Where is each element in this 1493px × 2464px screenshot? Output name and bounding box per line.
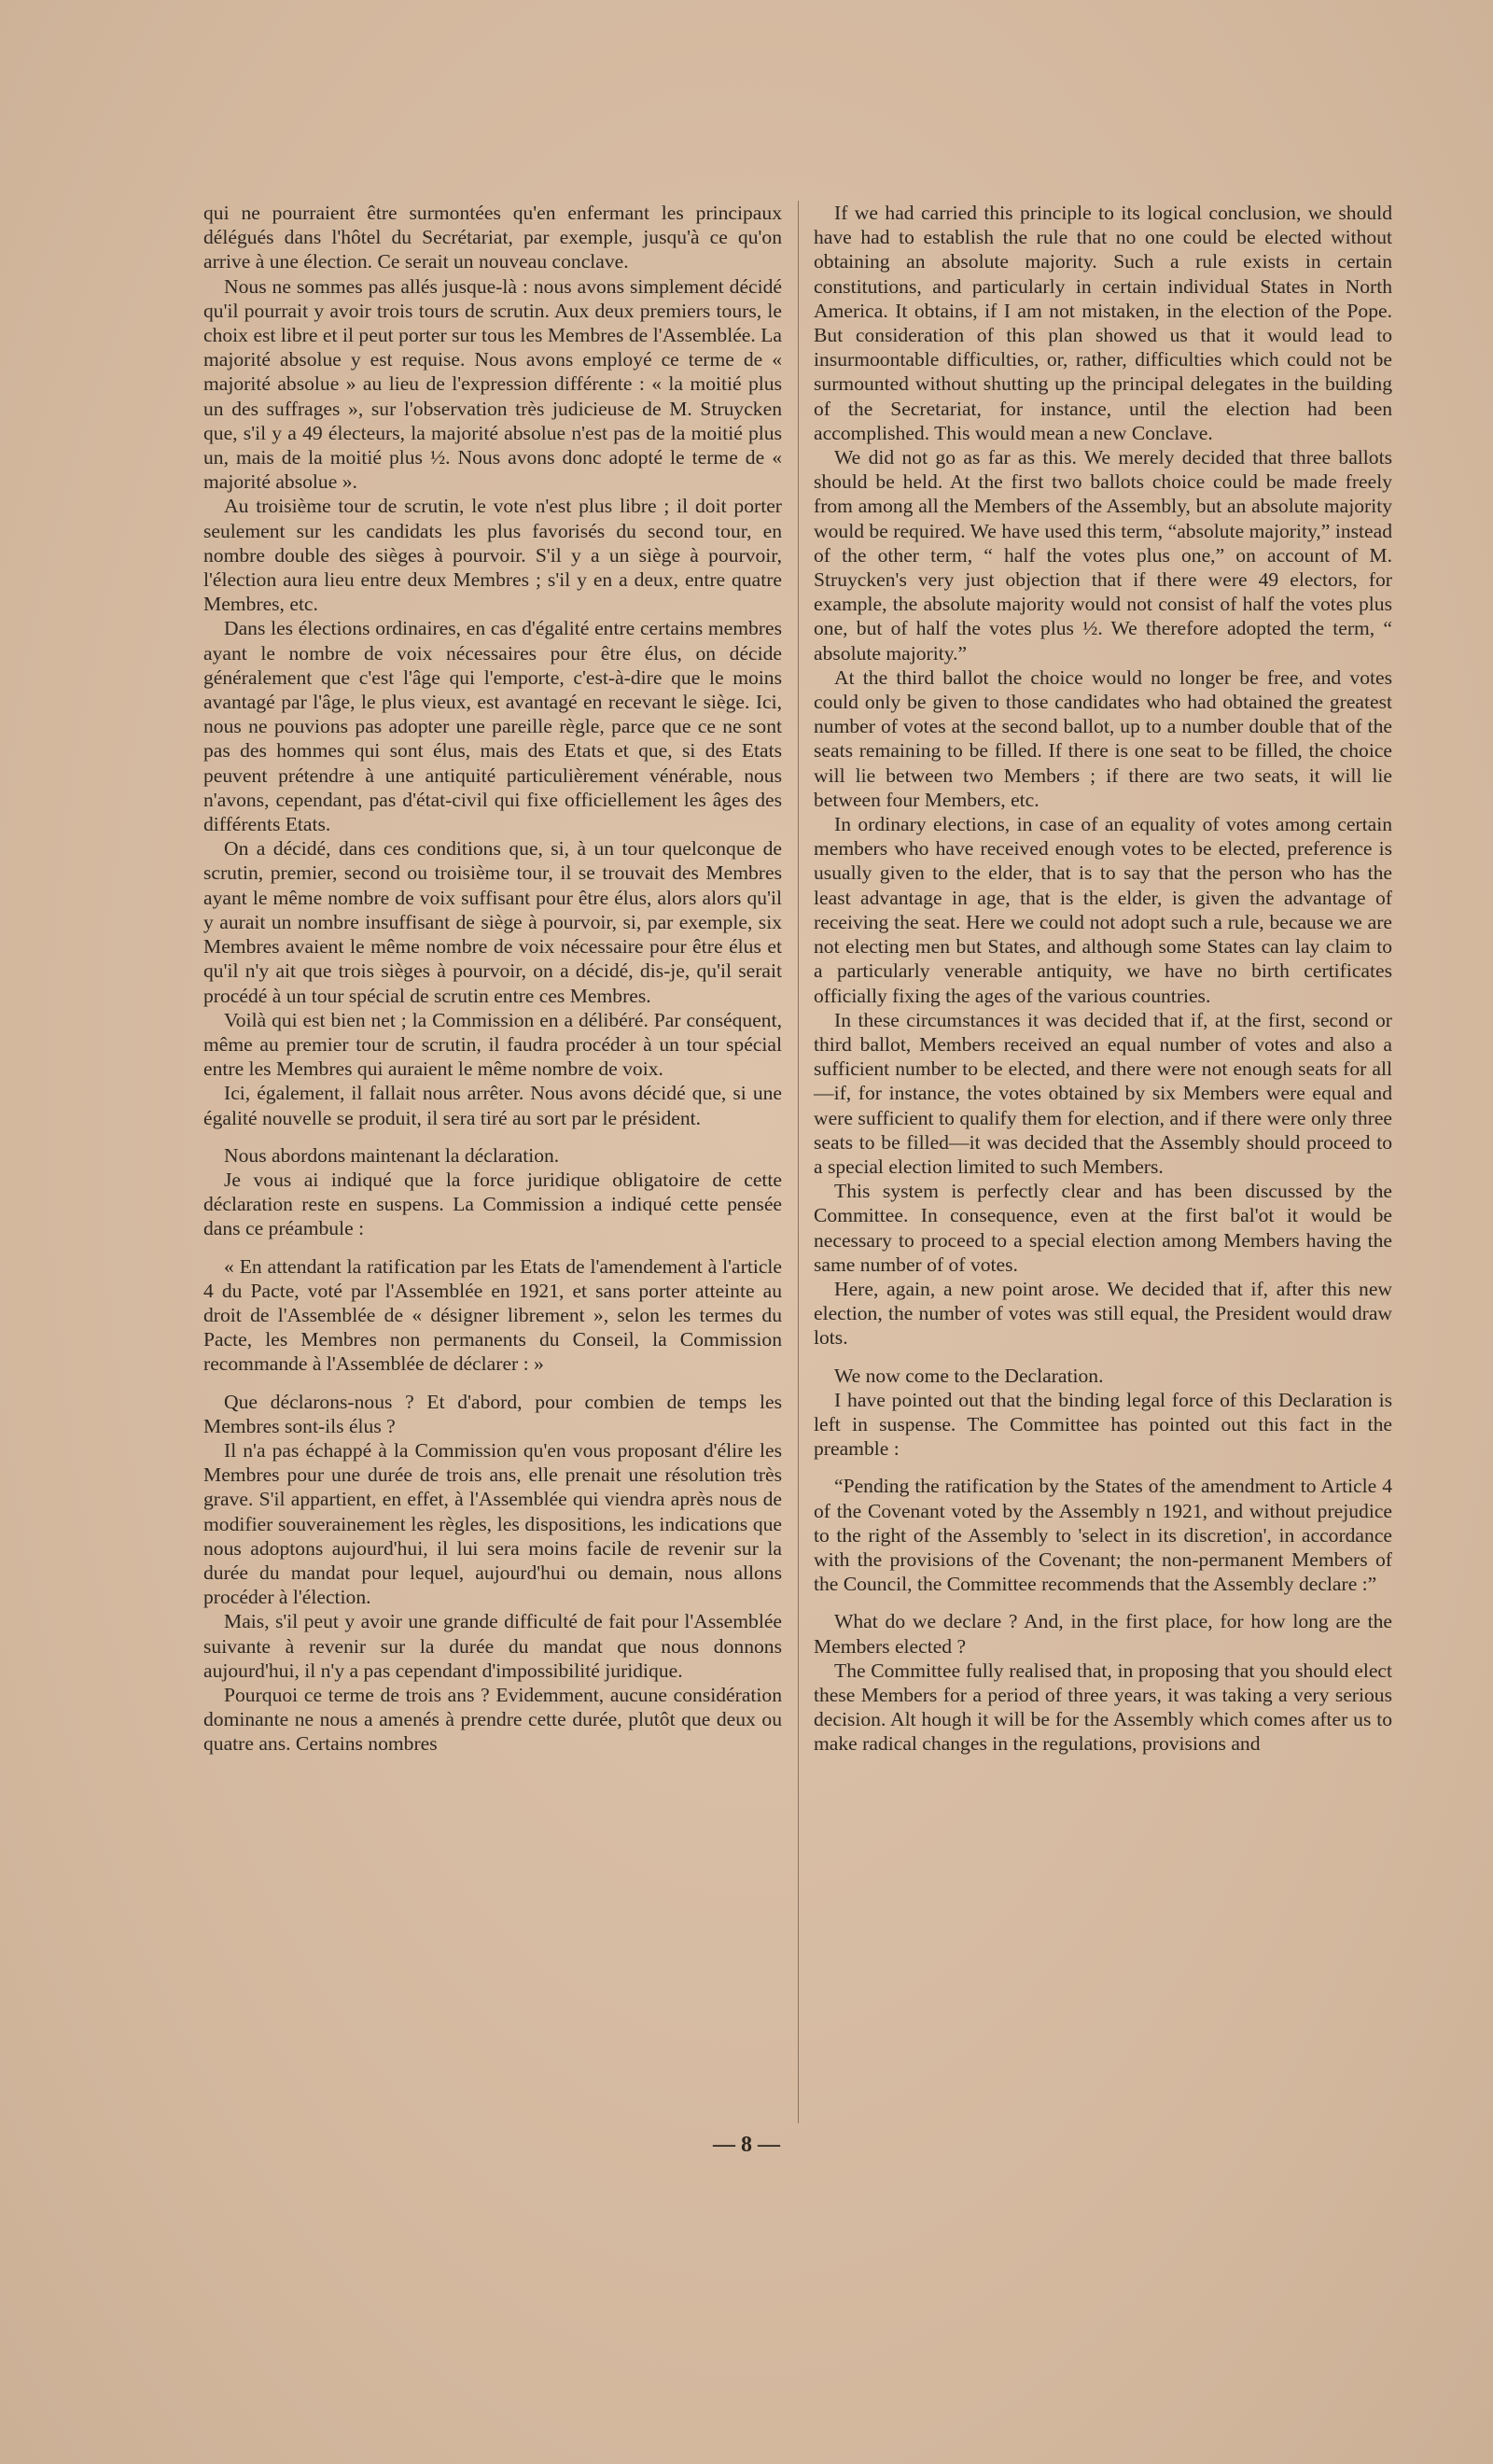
- paragraph: Ici, également, il fallait nous arrêter. Nous avons décidé que, si une égalité nouvelle se produit, il sera tiré au sort par le président.: [203, 1082, 782, 1129]
- paragraph: Mais, s'il peut y avoir une grande difficulté de fait pour l'Assemblée suivante à revenir sur la durée du mandat que nous donnons aujourd'hui, il n'y a pas cependant d'impossibilité juridique.: [203, 1610, 782, 1682]
- paragraph: I have pointed out that the binding legal force of this Declaration is left in suspense. The Committee has pointed out this fact in the preamble :: [814, 1388, 1392, 1461]
- paragraph: Il n'a pas échappé à la Commission qu'en vous proposant d'élire les Membres pour une durée de trois ans, elle prenait une résolution très grave. S'il appartient, en effet, à l'Assemblée qui viendra après nous de modifier souverainement les règles, les dispositions, les indications que nous adoptons aujourd'hui, il lui sera moins facile de revenir sur la durée du mandat pour lequel, aujourd'hui ou demain, nous allons procéder à l'élection.: [203, 1438, 782, 1609]
- paragraph: Pourquoi ce terme de trois ans ? Evidemment, aucune considération dominante ne nous a amenés à prendre cette durée, plutôt que deux ou quatre ans. Certains nombres: [203, 1683, 782, 1756]
- paragraph: Nous abordons maintenant la déclaration.: [224, 1143, 560, 1167]
- paragraph: What do we declare ? And, in the first place, for how long are the Members elected ?: [814, 1610, 1392, 1658]
- paragraph: On a décidé, dans ces conditions que, si, à un tour quelconque de scrutin, premier, second ou troisième tour, il se trouvait des Membres ayant le même nombre de voix suffisant pour être élus, alors alors qu'il y aurait un nombre insuffisant de siège à pourvoir, si, par exemple, six Membres avaient le même nombre de voix nécessaire pour être élus et qu'il n'y ait que trois sièges à pourvoir, on a décidé, dis-je, qu'il serait procédé à un tour spécial de scrutin entre ces Membres.: [203, 837, 782, 1007]
- preamble-quote: « En attendant la ratification par les Etats de l'amendement à l'article 4 du Pacte, voté par l'Assemblée en 1921, et sans porter atteinte au droit de l'Assemblée de « désigner librement », selon les termes du Pacte, les Membres non permanents du Conseil, la Commission recommande à l'Assemblée de déclarer : »: [203, 1254, 782, 1376]
- column-divider: [798, 201, 799, 2123]
- paragraph: Que déclarons-nous ? Et d'abord, pour combien de temps les Membres sont-ils élus ?: [203, 1390, 782, 1437]
- page-number: — 8 —: [713, 2133, 780, 2157]
- preamble-quote: “Pending the ratification by the States of the amendment to Article 4 of the Covenant voted by the Assembly n 1921, and without prejudice to the right of the Assembly to 'select in its discretion', in accordance with the provisions of the Covenant; the non-permanent Members of the Council, the Committee recommends that the Assembly declare :”: [814, 1475, 1392, 1596]
- paragraph: We did not go as far as this. We merely decided that three ballots should be held. At the first two ballots choice could be made freely from among all the Members of the Assembly, but an absolute majority would be required. We have used this term, “absolute majority,” instead of the other term, “ half the votes plus one,” on account of M. Struycken's very just objection that if there were 49 electors, for example, the absolute majority would not consist of half the votes plus one, but of half the votes plus ½. We therefore adopted the term, “ absolute majority.”: [814, 446, 1392, 665]
- paragraph: At the third ballot the choice would no longer be free, and votes could only be given to those candidates who had obtained the greatest number of votes at the second ballot, up to a number double that of the seats remaining to be filled. If there is one seat to be filled, the choice will lie between two Members ; if there are two seats, it will lie between four Members, etc.: [814, 665, 1392, 811]
- paragraph: Here, again, a new point arose. We decided that if, after this new election, the number of votes was still equal, the President would draw lots.: [814, 1277, 1392, 1350]
- french-text-column: [203, 201, 782, 1757]
- paragraph: Nous ne sommes pas allés jusque-là : nous avons simplement décidé qu'il pourrait y avoir trois tours de scrutin. Aux deux premiers tours, le choix est libre et il peut porter sur tous les Membres de l'Assemblée. La majorité absolue y est requise. Nous avons employé ce terme de « majorité absolue » au lieu de l'expression différente : « la moitié plus un des suffrages », sur l'observation très judicieuse de M. Struycken que, s'il y a 49 électeurs, la majorité absolue n'est pas de la moitié plus un, mais de la moitié plus ½. Nous avons donc adopté le terme de « majorité absolue ».: [203, 274, 782, 494]
- paragraph: Je vous ai indiqué que la force juridique obligatoire de cette déclaration reste en suspens. La Commission a indiqué cette pensée dans ce préambule :: [203, 1168, 782, 1240]
- paragraph: In ordinary elections, in case of an equality of votes among certain members who have received enough votes to be elected, preference is usually given to the elder, that is to say that the person who has the least advantage in age, that is the elder, is given the advantage of receiving the seat. Here we could not adopt such a rule, because we are not electing men but States, and although some States can lay claim to a particularly venerable antiquity, we have no birth certificates officially fixing the ages of the various countries.: [814, 813, 1392, 1007]
- paragraph: Dans les élections ordinaires, en cas d'égalité entre certains membres ayant le nombre de voix nécessaires pour être élus, on décide généralement que c'est l'âge qui l'emporte, c'est-à-dire que le moins avantagé par l'âge, le plus vieux, est avantagé en recevant le siège. Ici, nous ne pouvions pas adopter une pareille règle, parce que ce ne sont pas des hommes qui sont élus, mais des Etats et que, si des Etats peuvent prétendre à une antiquité particulièrement vénérable, nous n'avons, cependant, pas d'état-civil qui fixe officiellement les âges des différents Etats.: [203, 617, 782, 836]
- paragraph: The Committee fully realised that, in proposing that you should elect these Members for a period of three years, it was taking a very serious decision. Alt hough it will be for the Assembly which comes after us to make radical changes in the regulations, provisions and: [814, 1659, 1392, 1756]
- paragraph: qui ne pourraient être surmontées qu'en enfermant les principaux délégués dans l'hôtel du Secrétariat, par exemple, jusqu'à ce qu'on arrive à une élection. Ce serait un nouveau conclave.: [203, 202, 782, 273]
- paragraph: This system is perfectly clear and has been discussed by the Committee. In consequence, even at the first bal'ot it would be necessary to proceed to a special election among Members having the same number of of votes.: [814, 1180, 1392, 1276]
- paragraph: Au troisième tour de scrutin, le vote n'est plus libre ; il doit porter seulement sur les candidats les plus favorisés du second tour, en nombre double des sièges à pourvoir. S'il y a un siège à pourvoir, l'élection aura lieu entre deux Membres ; s'il y en a deux, entre quatre Membres, etc.: [203, 495, 782, 616]
- paragraph: We now come to the Declaration.: [834, 1364, 1104, 1387]
- paragraph: In these circumstances it was decided that if, at the first, second or third ballot, Members received an equal number of votes and also a sufficient number to be elected, and there were not enough seats for all—if, for instance, the votes obtained by six Members were equal and were sufficient to qualify them for election, and if there were only three seats to be filled—it was decided that the Assembly should proceed to a special election limited to such Members.: [814, 1008, 1392, 1178]
- paragraph: Voilà qui est bien net ; la Commission en a délibéré. Par conséquent, même au premier tour de scrutin, il faudra procéder à un tour spécial entre les Membres qui auraient le même nombre de voix.: [203, 1008, 782, 1081]
- english-text-column: [814, 201, 1392, 1757]
- paragraph: If we had carried this principle to its logical conclusion, we should have had to establish the rule that no one could be elected without obtaining an absolute majority. Such a rule exists in certain constitutions, and particularly in certain individual States in North America. It obtains, if I am not mistaken, in the election of the Pope. But consideration of this plan showed us that it would lead to insurmoontable difficulties, or, rather, difficulties which could not be surmounted without shutting up the principal delegates in the building of the Secretariat, for instance, until the election had been accomplished. This would mean a new Conclave.: [814, 202, 1392, 444]
